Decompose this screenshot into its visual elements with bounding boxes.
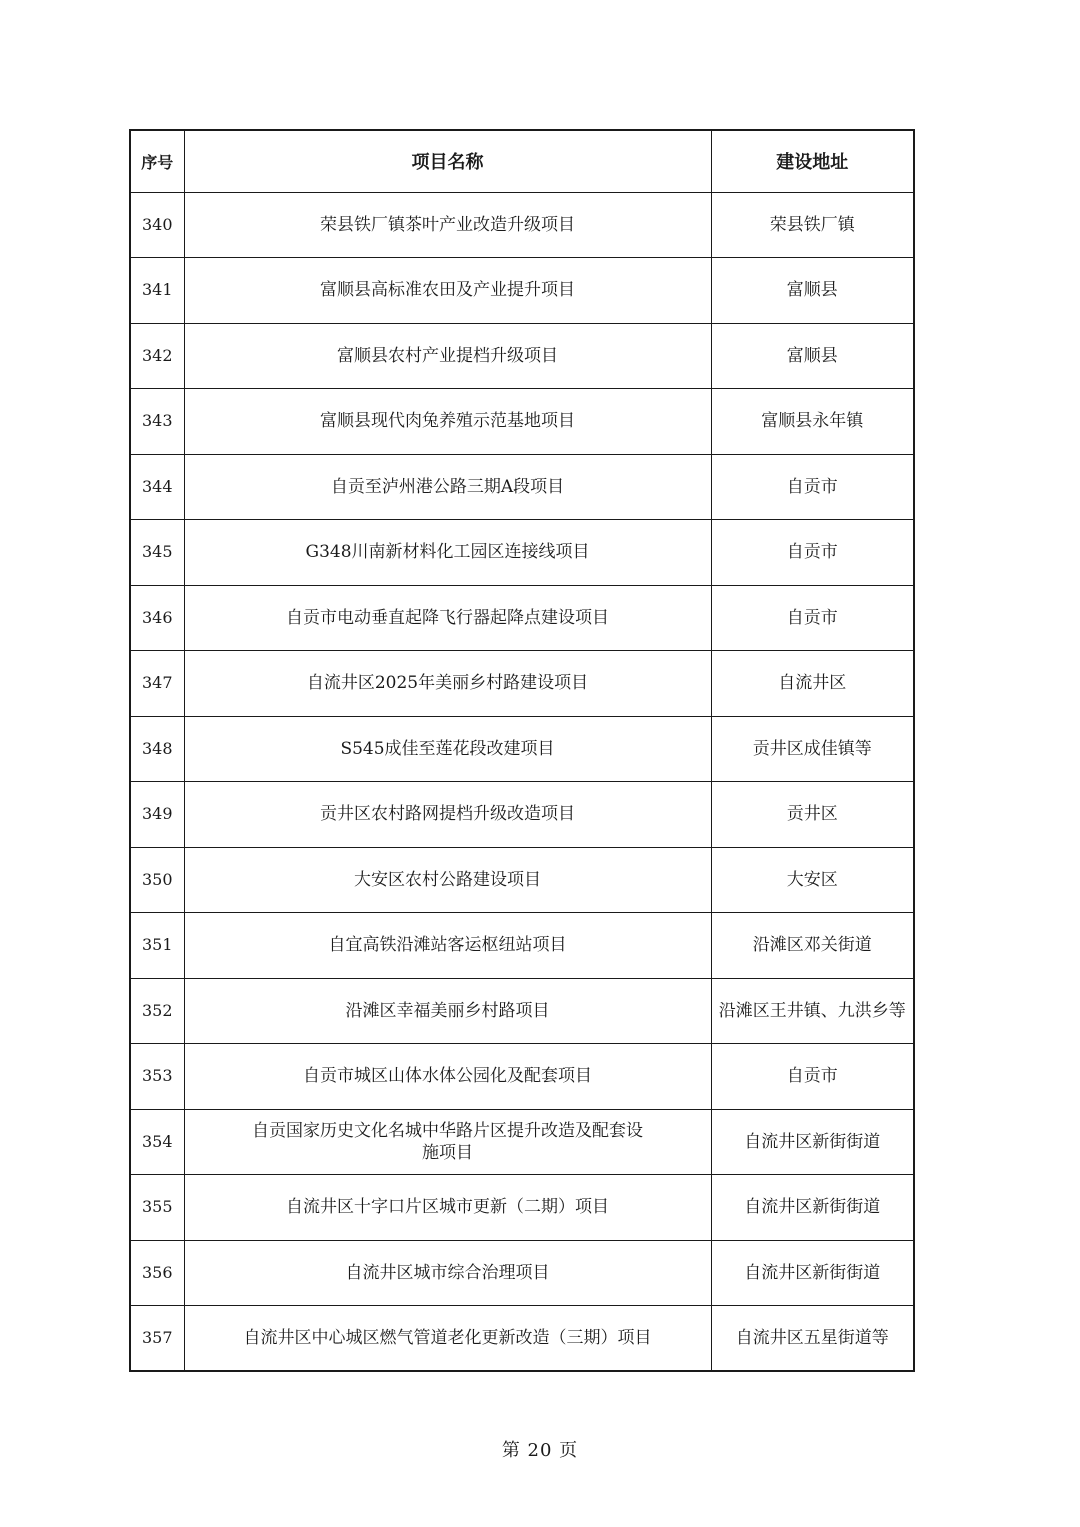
row-seq: 349 [130,782,184,848]
row-address: 沿滩区邓关街道 [711,913,914,979]
row-address: 自贡市 [711,585,914,651]
row-seq: 345 [130,520,184,586]
row-project-name: 自流井区城市综合治理项目 [184,1240,711,1306]
table-row [130,1306,914,1372]
row-project-name: 自贡市电动垂直起降飞行器起降点建设项目 [184,585,711,651]
row-address: 贡井区成佳镇等 [711,716,914,782]
row-project-name: 自流井区2025年美丽乡村路建设项目 [184,651,711,717]
row-address: 贡井区 [711,782,914,848]
row-address: 自流井区新街街道 [711,1109,914,1175]
row-address: 富顺县 [711,323,914,389]
row-project-name: 自贡至泸州港公路三期A段项目 [184,454,711,520]
row-seq: 354 [130,1109,184,1175]
table-row [130,651,914,717]
table-row [130,585,914,651]
table-row [130,389,914,455]
table-row [130,913,914,979]
row-address: 沿滩区王井镇、九洪乡等 [711,978,914,1044]
row-seq: 352 [130,978,184,1044]
row-project-name: 大安区农村公路建设项目 [184,847,711,913]
row-address: 自贡市 [711,454,914,520]
table-header-row [130,130,914,192]
table-row [130,454,914,520]
row-seq: 341 [130,258,184,324]
row-address: 自流井区新街街道 [711,1175,914,1241]
row-address: 自流井区 [711,651,914,717]
row-address: 自流井区五星街道等 [711,1306,914,1372]
row-project-name: 贡井区农村路网提档升级改造项目 [184,782,711,848]
row-seq: 353 [130,1044,184,1110]
row-seq: 351 [130,913,184,979]
row-seq: 342 [130,323,184,389]
row-project-name: 富顺县农村产业提档升级项目 [184,323,711,389]
row-seq: 343 [130,389,184,455]
row-address: 富顺县 [711,258,914,324]
table-row [130,1044,914,1110]
row-project-name: 沿滩区幸福美丽乡村路项目 [184,978,711,1044]
row-project-name: 富顺县现代肉兔养殖示范基地项目 [184,389,711,455]
row-project-name: 荣县铁厂镇茶叶产业改造升级项目 [184,192,711,258]
row-project-name: 自流井区中心城区燃气管道老化更新改造（三期）项目 [184,1306,711,1372]
table-row [130,978,914,1044]
row-seq: 356 [130,1240,184,1306]
table-row [130,258,914,324]
row-project-name: 自宜高铁沿滩站客运枢纽站项目 [184,913,711,979]
table-row [130,520,914,586]
table-row [130,192,914,258]
row-seq: 357 [130,1306,184,1372]
project-table [129,129,915,1372]
row-address: 大安区 [711,847,914,913]
row-address: 富顺县永年镇 [711,389,914,455]
row-address: 自贡市 [711,520,914,586]
table-row [130,1240,914,1306]
page-number: 第 20 页 [501,1440,579,1461]
table-row [130,782,914,848]
table-row [130,1109,914,1175]
row-address: 自流井区新街街道 [711,1240,914,1306]
table-row [130,716,914,782]
table-row [130,323,914,389]
row-project-name: 富顺县高标准农田及产业提升项目 [184,258,711,324]
row-address: 自贡市 [711,1044,914,1110]
row-project-name: 自贡国家历史文化名城中华路片区提升改造及配套设施项目 [184,1109,711,1175]
row-seq: 344 [130,454,184,520]
row-seq: 355 [130,1175,184,1241]
header-address: 建设地址 [711,130,914,192]
row-address: 荣县铁厂镇 [711,192,914,258]
row-project-name: 自贡市城区山体水体公园化及配套项目 [184,1044,711,1110]
row-project-name: S545成佳至莲花段改建项目 [184,716,711,782]
row-seq: 348 [130,716,184,782]
row-project-name: G348川南新材料化工园区连接线项目 [184,520,711,586]
row-seq: 346 [130,585,184,651]
header-project-name: 项目名称 [184,130,711,192]
row-seq: 347 [130,651,184,717]
header-seq: 序号 [130,130,184,192]
row-project-name: 自流井区十字口片区城市更新（二期）项目 [184,1175,711,1241]
table-row [130,847,914,913]
table-row [130,1175,914,1241]
row-seq: 340 [130,192,184,258]
row-seq: 350 [130,847,184,913]
